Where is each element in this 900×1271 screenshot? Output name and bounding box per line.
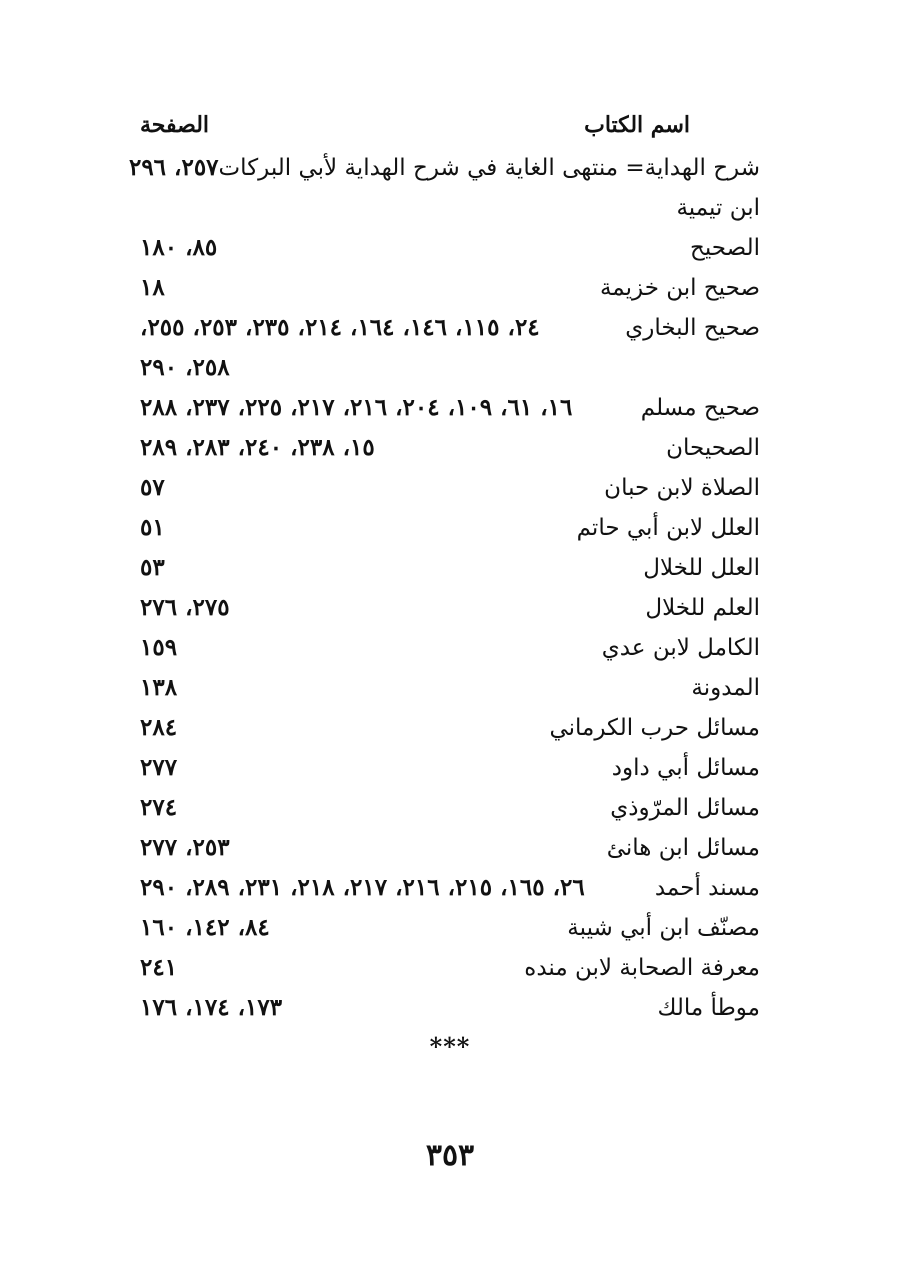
page-heading: الصفحة (140, 112, 210, 138)
page-refs-continuation: ٢٥٨، ٢٩٠ (140, 354, 230, 381)
page-refs: ٢٧٧ (140, 754, 178, 781)
index-entry (140, 628, 760, 668)
page-refs: ١٣٨ (140, 674, 178, 701)
book-title: صحيح البخاري (625, 315, 760, 341)
page-refs: ١٥٩ (140, 634, 178, 661)
page-refs: ٥٣ (140, 554, 165, 581)
page-number: ٣٥٣ (425, 1138, 475, 1173)
book-title-continuation: ابن تيمية (676, 195, 760, 221)
index-entry (140, 588, 760, 628)
page-refs: ١٨ (140, 274, 165, 301)
page-refs: ١٥، ٢٣٨، ٢٤٠، ٢٨٣، ٢٨٩ (140, 434, 375, 461)
book-title: صحيح ابن خزيمة (599, 275, 760, 301)
section-separator: *** (429, 1032, 471, 1061)
page-refs: ٥١ (140, 514, 165, 541)
page-refs: ٢٧٥، ٢٧٦ (140, 594, 230, 621)
book-title: مسائل حرب الكرماني (549, 715, 760, 741)
index-entry (140, 868, 760, 908)
index-entry (140, 388, 760, 428)
page-refs: ١٦، ٦١، ١٠٩، ٢٠٤، ٢١٦، ٢١٧، ٢٢٥، ٢٣٧، ٢٨٨ (140, 394, 573, 421)
page-refs: ٢٦، ١٦٥، ٢١٥، ٢١٦، ٢١٧، ٢١٨، ٢٣١، ٢٨٩، ٢٩٠ (140, 874, 585, 901)
page-refs: ١٧٣، ١٧٤، ١٧٦ (140, 994, 283, 1021)
page-refs: ٨٤، ١٤٢، ١٦٠ (140, 914, 270, 941)
index-entry (140, 988, 760, 1028)
book-title: مسند أحمد (654, 875, 760, 901)
index-entry (140, 788, 760, 828)
index-entry-continuation (140, 348, 760, 388)
book-title: مسائل أبي داود (611, 755, 760, 781)
page-refs: ٢٧٤ (140, 794, 178, 821)
index-entry (128, 148, 760, 188)
index-entry (140, 548, 760, 588)
book-title: صحيح مسلم (640, 395, 760, 421)
index-entry (140, 468, 760, 508)
page-refs: ٢٤، ١١٥، ١٤٦، ١٦٤، ٢١٤، ٢٣٥، ٢٥٣، ٢٥٥، (140, 314, 540, 341)
book-name-heading: اسم الكتاب (584, 112, 690, 138)
index-entry (140, 508, 760, 548)
book-title: العلم للخلال (645, 595, 760, 621)
index-entry (140, 308, 760, 348)
index-entry (140, 708, 760, 748)
page-refs: ٨٥، ١٨٠ (140, 234, 218, 261)
index-page (128, 112, 760, 1028)
index-entry (140, 948, 760, 988)
book-title: الصحيحان (666, 435, 760, 461)
page-refs: ٥٧ (140, 474, 165, 501)
index-entry (140, 668, 760, 708)
book-title: مسائل المرّوذي (610, 795, 760, 821)
index-entry (140, 268, 760, 308)
book-title: العلل لابن أبي حاتم (576, 515, 760, 541)
index-entry (140, 228, 760, 268)
page-refs: ٢٤١ (140, 954, 178, 981)
table-header (140, 112, 760, 148)
index-entry (140, 828, 760, 868)
index-entry (140, 748, 760, 788)
book-title: شرح الهداية= منتهى الغاية في شرح الهداية لأبي البركات (218, 155, 760, 181)
book-title: موطأ مالك (657, 995, 760, 1021)
page-refs: ٢٥٣، ٢٧٧ (140, 834, 230, 861)
index-entry (140, 428, 760, 468)
index-entry (140, 908, 760, 948)
book-title: مصنّف ابن أبي شيبة (567, 915, 760, 941)
page-refs: ٢٨٤ (140, 714, 178, 741)
book-title: المدونة (691, 675, 760, 701)
book-title: الصلاة لابن حبان (604, 475, 760, 501)
book-title: معرفة الصحابة لابن منده (524, 955, 760, 981)
page-refs: ٢٥٧، ٢٩٦ (128, 154, 219, 181)
book-title: العلل للخلال (643, 555, 760, 581)
book-title: الكامل لابن عدي (601, 635, 760, 661)
book-title: مسائل ابن هانئ (606, 835, 760, 861)
book-title: الصحيح (690, 235, 760, 261)
index-entry-continuation (140, 188, 760, 228)
